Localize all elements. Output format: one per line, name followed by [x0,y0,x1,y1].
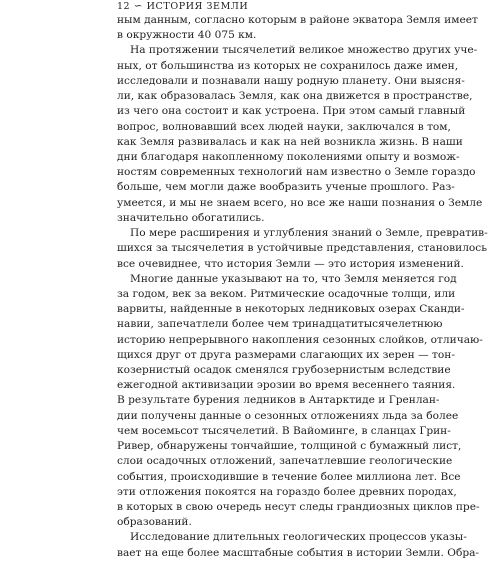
text-line: умеется, и мы не знаем всего, но все же наши познания о Земле [117,196,483,209]
text-line: вает на еще более масштабные события в истории Земли. Обра- [117,546,479,559]
body-text [117,13,488,561]
text-line: исследовали и познавали нашу родную планету. Они выясня- [117,74,465,87]
running-head [117,1,248,13]
paragraph-4 [117,530,479,560]
text-line: как Земля развивалась и как на ней возникла жизнь. В наши [117,135,463,148]
page-number: 12 [117,1,130,12]
text-line: значительно обогатились. [117,211,265,224]
text-line: козернистый осадок сменялся грубозернистым вследствие [117,364,451,377]
text-line: чем восемьсот тысячелетий. В Вайоминге, в сланцах Грин- [117,424,451,437]
text-line: в окружности 40 075 км. [117,29,257,42]
text-line: Многие данные указывают на то, что Земля меняется год [130,272,457,285]
text-line: На протяжении тысячелетий великое множество других уче- [130,44,478,57]
text-line: образований. [117,516,192,529]
text-line: варвиты, найденные в некоторых ледниковых озерах Сканди- [117,303,465,316]
text-line: слои осадочных отложений, запечатлевшие геологические [117,455,453,468]
text-line: Ривер, обнаружены тончайшие, толщиной с бумажный лист, [117,440,462,453]
text-line: ностям современных технологий нам известно о Земле гораздо [117,166,476,179]
text-line: дни благодаря накопленному поколениями опыту и возмож- [117,150,460,163]
text-line: историю непрерывного накопления сезонных слойков, отличаю- [117,333,483,346]
text-line: все очевиднее, что история Земли — это история изменений. [117,257,464,270]
text-line: Исследование длительных геологических процессов указы- [130,531,467,544]
paragraph-0 [117,13,478,43]
text-line: ежегодной активизации эрозии во время весеннего таяния. [117,379,456,392]
text-line: дии получены данные о сезонных отложениях льда за более [117,409,459,422]
text-line: из чего она состоит и как устроена. При этом самый главный [117,105,466,118]
text-line: ли, как образовалась Земля, как она движется в пространстве, [117,90,473,103]
text-line: щихся друг от друга размерами слагающих их зерен — тон- [117,348,455,361]
text-line: вопрос, волновавший всех людей науки, заключался в том, [117,120,451,133]
text-line: шихся за тысячелетия в устойчивые представления, становилось [117,242,488,255]
paragraph-3 [117,272,483,531]
paragraph-2 [117,226,488,272]
text-line: ных, от большинства из которых не сохранилось даже имен, [117,59,459,72]
text-line: В результате бурения ледников в Антарктиде и Гренлан- [117,394,440,407]
book-title: ИСТОРИЯ ЗЕМЛИ [146,1,249,12]
text-line: за годом, век за веком. Ритмические осадочные толщи, или [117,287,456,300]
text-line: ным данным, согласно которым в районе экватора Земля имеет [117,14,478,26]
text-line: эти отложения покоятся на гораздо более древних породах, [117,485,457,498]
ornament-icon: ∽ [133,1,143,12]
book-page [117,0,488,559]
text-line: события, происходившие в течение более миллиона лет. Все [117,470,461,483]
text-line: По мере расширения и углубления знаний о Земле, превратив- [130,227,488,240]
paragraph-1 [117,43,483,226]
text-line: в которых в свою очередь несут следы грандиозных циклов пре- [117,501,480,513]
text-line: больше, чем могли даже вообразить ученые прошлого. Раз- [117,181,455,194]
text-line: навии, запечатлели более чем тринадцатитысячелетнюю [117,318,443,331]
